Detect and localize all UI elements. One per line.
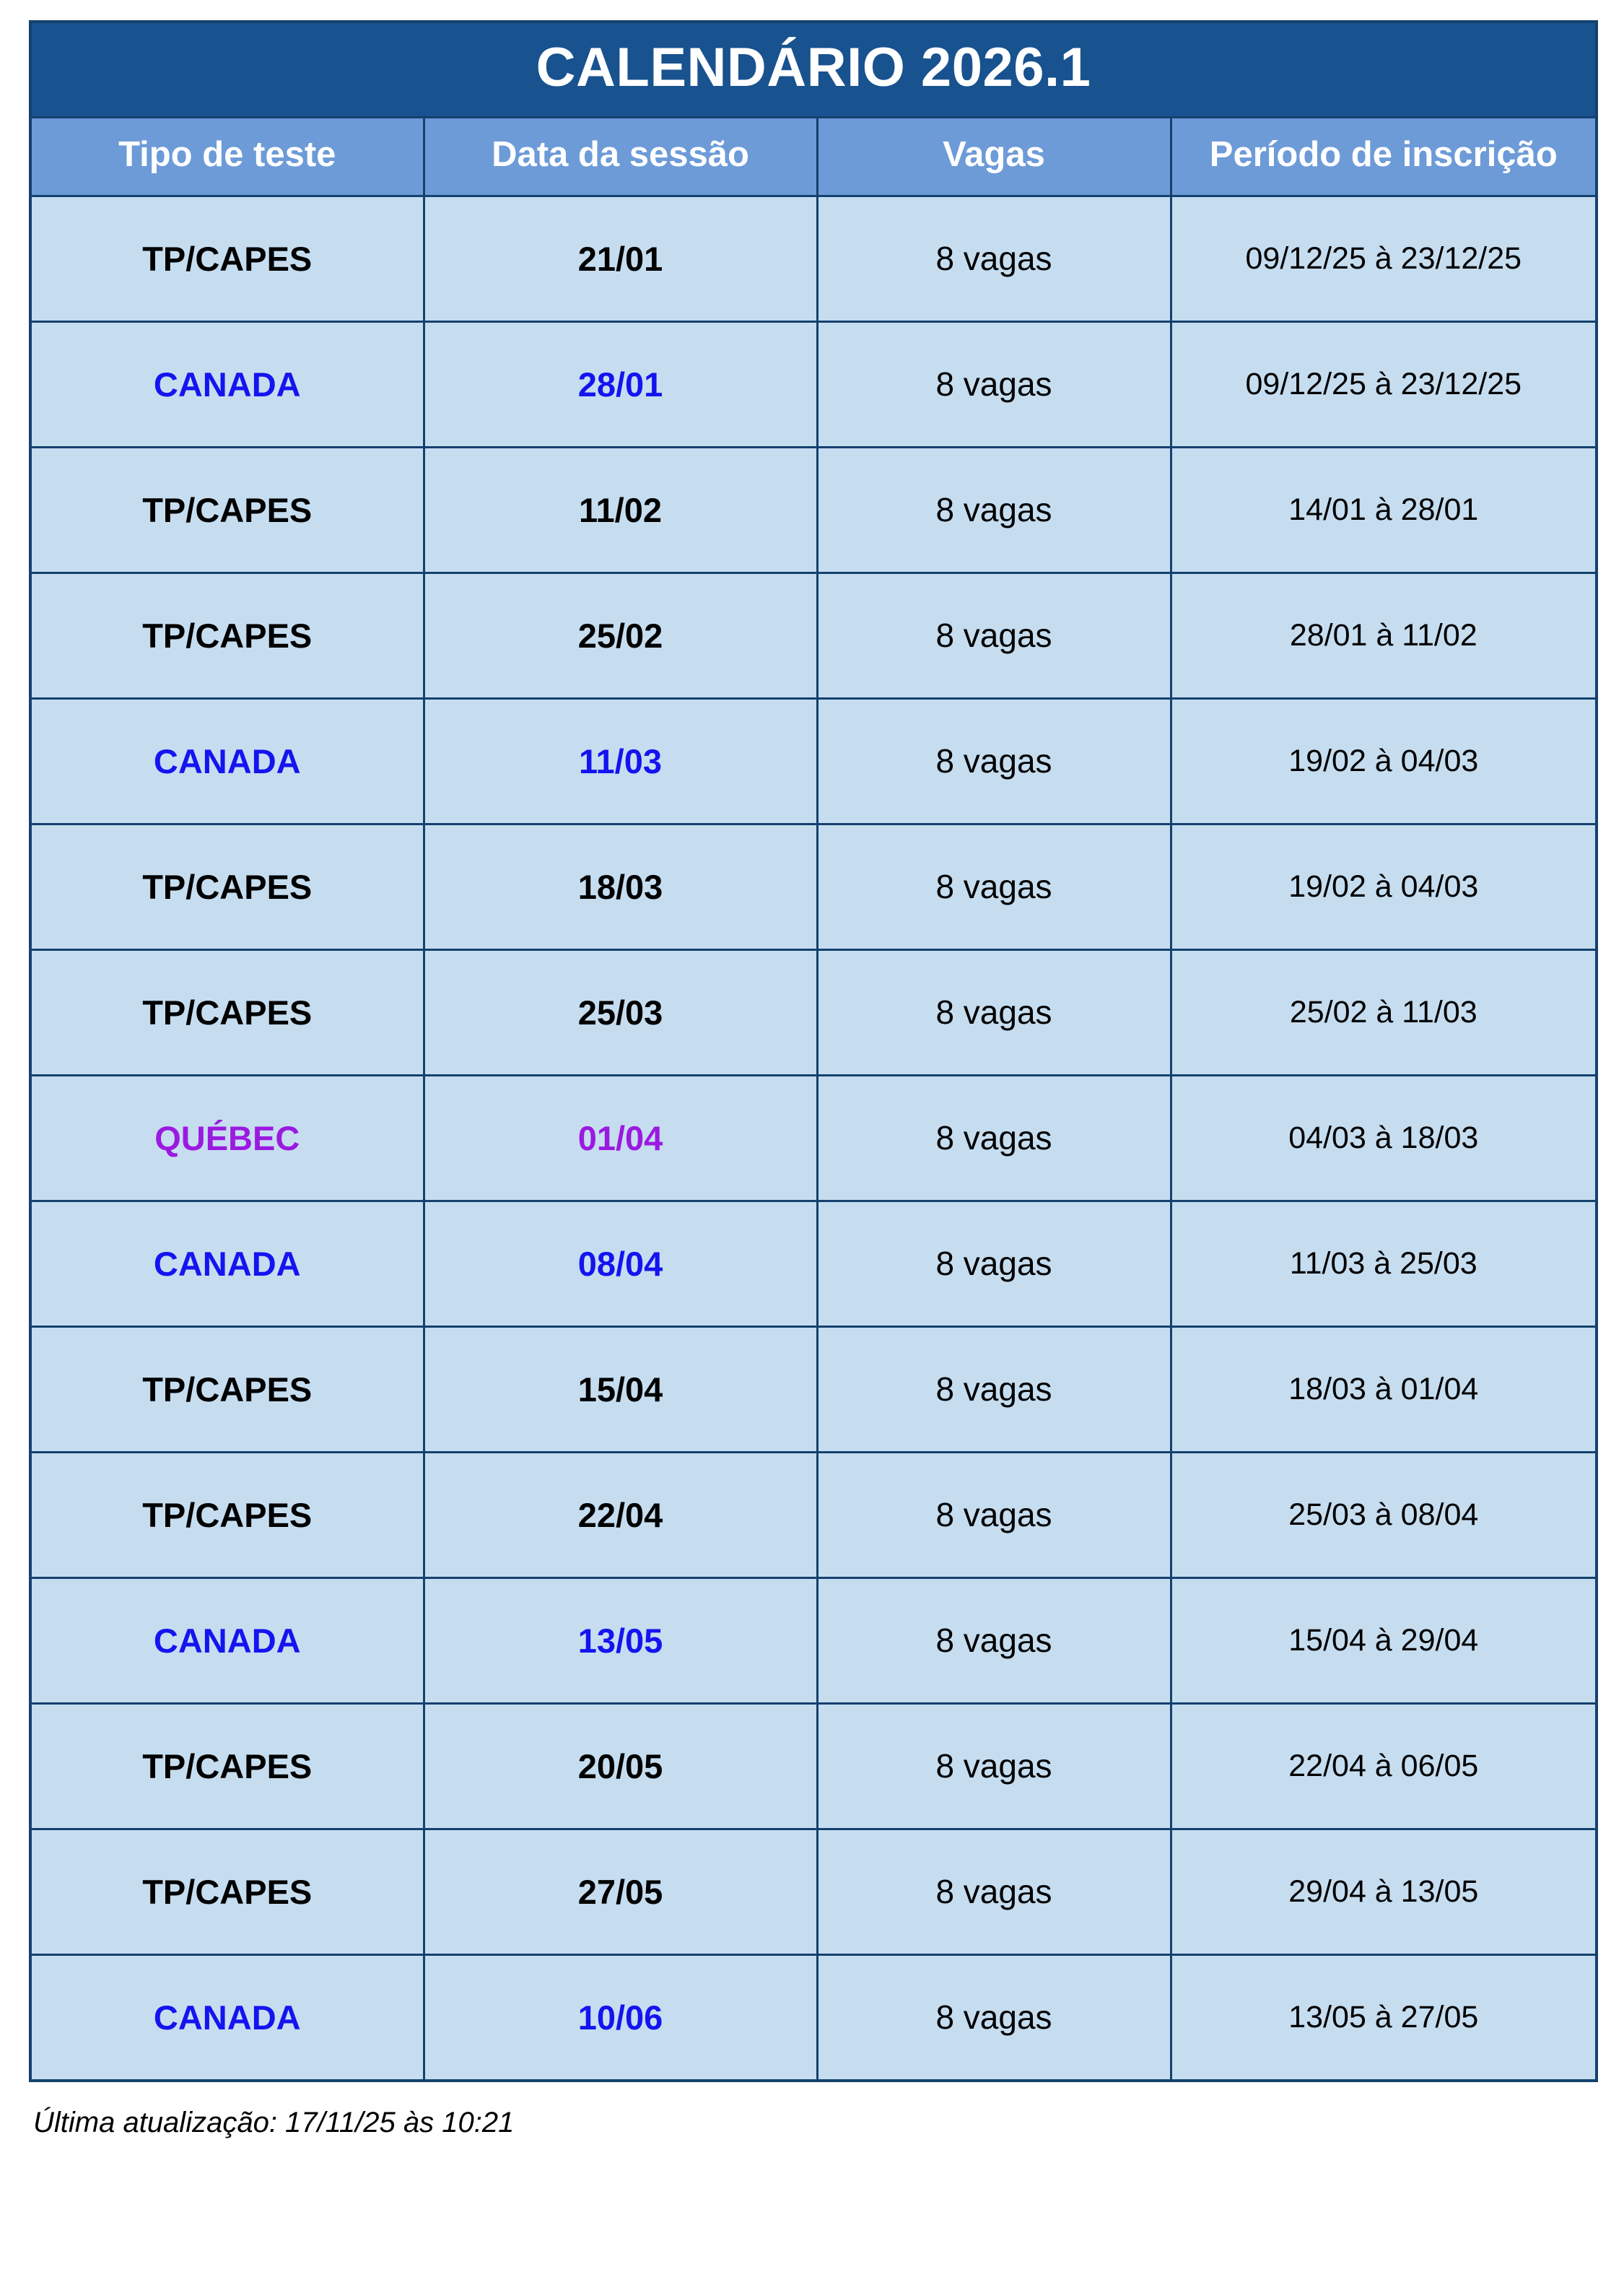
table-row [30, 1452, 1597, 1577]
cell-periodo-de-inscricao: 11/03 à 25/03 [1171, 1201, 1597, 1326]
cell-data-da-sessao: 13/05 [424, 1577, 817, 1703]
cell-vagas: 8 vagas [817, 1703, 1171, 1829]
cell-tipo-de-teste: TP/CAPES [30, 196, 424, 321]
cell-vagas: 8 vagas [817, 1201, 1171, 1326]
cell-periodo-de-inscricao: 14/01 à 28/01 [1171, 447, 1597, 573]
cell-tipo-de-teste: TP/CAPES [30, 949, 424, 1075]
cell-tipo-de-teste: TP/CAPES [30, 1452, 424, 1577]
cell-vagas: 8 vagas [817, 321, 1171, 447]
cell-periodo-de-inscricao: 19/02 à 04/03 [1171, 698, 1597, 824]
table-row [30, 1201, 1597, 1326]
cell-periodo-de-inscricao: 29/04 à 13/05 [1171, 1829, 1597, 1954]
table-row [30, 1075, 1597, 1201]
cell-data-da-sessao: 20/05 [424, 1703, 817, 1829]
cell-periodo-de-inscricao: 22/04 à 06/05 [1171, 1703, 1597, 1829]
cell-data-da-sessao: 18/03 [424, 824, 817, 949]
cell-vagas: 8 vagas [817, 1452, 1171, 1577]
cell-tipo-de-teste: TP/CAPES [30, 1326, 424, 1452]
cell-tipo-de-teste: TP/CAPES [30, 824, 424, 949]
cell-vagas: 8 vagas [817, 1326, 1171, 1452]
cell-tipo-de-teste: TP/CAPES [30, 1703, 424, 1829]
cell-vagas: 8 vagas [817, 196, 1171, 321]
cell-data-da-sessao: 25/02 [424, 573, 817, 698]
cell-periodo-de-inscricao: 28/01 à 11/02 [1171, 573, 1597, 698]
cell-periodo-de-inscricao: 18/03 à 01/04 [1171, 1326, 1597, 1452]
cell-periodo-de-inscricao: 19/02 à 04/03 [1171, 824, 1597, 949]
cell-tipo-de-teste: TP/CAPES [30, 573, 424, 698]
cell-vagas: 8 vagas [817, 1577, 1171, 1703]
cell-data-da-sessao: 21/01 [424, 196, 817, 321]
cell-tipo-de-teste: CANADA [30, 1577, 424, 1703]
table-title-row [30, 22, 1597, 118]
cell-vagas: 8 vagas [817, 698, 1171, 824]
table-row [30, 949, 1597, 1075]
cell-periodo-de-inscricao: 25/03 à 08/04 [1171, 1452, 1597, 1577]
cell-data-da-sessao: 11/02 [424, 447, 817, 573]
cell-periodo-de-inscricao: 13/05 à 27/05 [1171, 1954, 1597, 2081]
cell-vagas: 8 vagas [817, 1829, 1171, 1954]
cell-tipo-de-teste: CANADA [30, 698, 424, 824]
column-header-data-da-sessao: Data da sessão [424, 118, 817, 196]
cell-vagas: 8 vagas [817, 949, 1171, 1075]
cell-data-da-sessao: 11/03 [424, 698, 817, 824]
cell-data-da-sessao: 22/04 [424, 1452, 817, 1577]
cell-data-da-sessao: 27/05 [424, 1829, 817, 1954]
table-row [30, 447, 1597, 573]
cell-periodo-de-inscricao: 09/12/25 à 23/12/25 [1171, 196, 1597, 321]
cell-tipo-de-teste: QUÉBEC [30, 1075, 424, 1201]
table-row [30, 1703, 1597, 1829]
table-header-row [30, 118, 1597, 196]
calendar-table [29, 20, 1598, 2082]
table-row [30, 824, 1597, 949]
cell-tipo-de-teste: CANADA [30, 1954, 424, 2081]
table-row [30, 1326, 1597, 1452]
cell-data-da-sessao: 15/04 [424, 1326, 817, 1452]
cell-data-da-sessao: 08/04 [424, 1201, 817, 1326]
table-row [30, 1954, 1597, 2081]
table-row [30, 573, 1597, 698]
table-row [30, 1829, 1597, 1954]
page-title: CALENDÁRIO 2026.1 [30, 22, 1597, 118]
cell-data-da-sessao: 10/06 [424, 1954, 817, 2081]
table-row [30, 1577, 1597, 1703]
cell-periodo-de-inscricao: 15/04 à 29/04 [1171, 1577, 1597, 1703]
table-row [30, 698, 1597, 824]
cell-periodo-de-inscricao: 09/12/25 à 23/12/25 [1171, 321, 1597, 447]
cell-periodo-de-inscricao: 04/03 à 18/03 [1171, 1075, 1597, 1201]
cell-vagas: 8 vagas [817, 447, 1171, 573]
cell-data-da-sessao: 28/01 [424, 321, 817, 447]
cell-tipo-de-teste: TP/CAPES [30, 1829, 424, 1954]
cell-vagas: 8 vagas [817, 573, 1171, 698]
table-row [30, 196, 1597, 321]
cell-tipo-de-teste: CANADA [30, 1201, 424, 1326]
table-row [30, 321, 1597, 447]
cell-periodo-de-inscricao: 25/02 à 11/03 [1171, 949, 1597, 1075]
cell-tipo-de-teste: TP/CAPES [30, 447, 424, 573]
column-header-vagas: Vagas [817, 118, 1171, 196]
last-update-note: Última atualização: 17/11/25 às 10:21 [33, 2106, 515, 2138]
column-header-periodo-de-inscricao: Período de inscrição [1171, 118, 1597, 196]
column-header-tipo-de-teste: Tipo de teste [30, 118, 424, 196]
cell-vagas: 8 vagas [817, 1075, 1171, 1201]
cell-tipo-de-teste: CANADA [30, 321, 424, 447]
cell-data-da-sessao: 01/04 [424, 1075, 817, 1201]
table-body [30, 196, 1597, 2081]
cell-vagas: 8 vagas [817, 824, 1171, 949]
cell-vagas: 8 vagas [817, 1954, 1171, 2081]
cell-data-da-sessao: 25/03 [424, 949, 817, 1075]
